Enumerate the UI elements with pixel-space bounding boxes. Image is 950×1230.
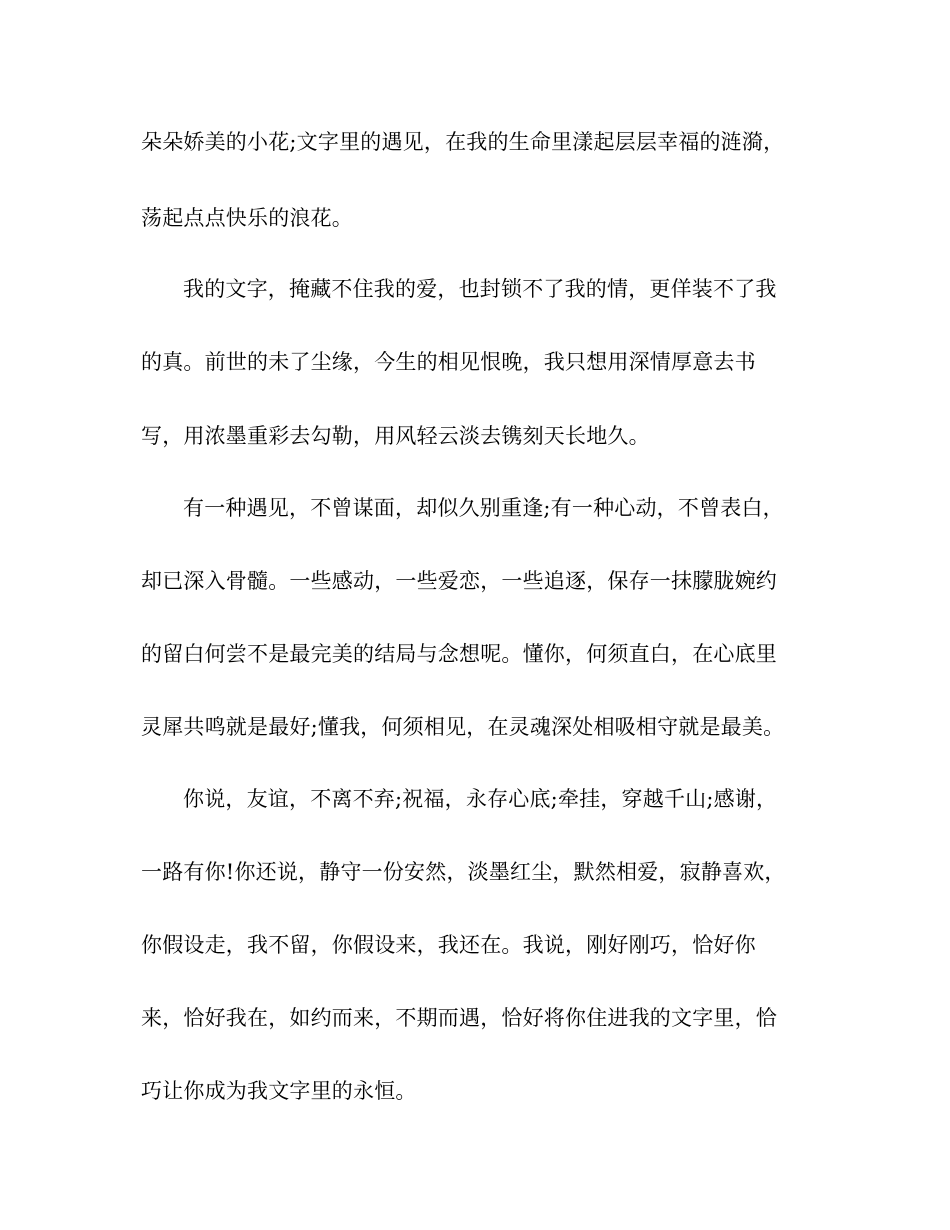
- text-line: 却已深入骨髓。一些感动，一些爱恋，一些追逐，保存一抹朦胧婉约: [141, 569, 777, 593]
- text-line: 灵犀共鸣就是最好;懂我，何须相见，在灵魂深处相吸相守就是最美。: [141, 715, 785, 739]
- text-line: 的真。前世的未了尘缘，今生的相见恨晚，我只想用深情厚意去书: [141, 350, 756, 374]
- paragraph-start-line: 我的文字，掩藏不住我的爱，也封锁不了我的情，更佯装不了我: [183, 277, 777, 301]
- text-line: 的留白何尝不是最完美的结局与念想呢。懂你，何须直白，在心底里: [141, 642, 777, 666]
- paragraph-start-line: 有一种遇见，不曾谋面，却似久别重逢;有一种心动，不曾表白，: [183, 496, 784, 520]
- text-line: 巧让你成为我文字里的永恒。: [141, 1079, 417, 1103]
- paragraph-start-line: 你说，友谊，不离不弃;祝福，永存心底;牵挂，穿越千山;感谢，: [183, 787, 778, 811]
- text-line: 来，恰好我在，如约而来，不期而遇，恰好将你住进我的文字里，恰: [141, 1006, 777, 1030]
- text-line: 荡起点点快乐的浪花。: [141, 206, 353, 230]
- text-line: 一路有你!你还说，静守一份安然，淡墨红尘，默然相爱，寂静喜欢，: [141, 860, 786, 884]
- text-line: 你假设走，我不留，你假设来，我还在。我说，刚好刚巧，恰好你: [141, 933, 756, 957]
- text-line: 写，用浓墨重彩去勾勒，用风轻云淡去镌刻天长地久。: [141, 424, 650, 448]
- text-line: 朵朵娇美的小花;文字里的遇见，在我的生命里漾起层层幸福的涟漪，: [141, 130, 785, 154]
